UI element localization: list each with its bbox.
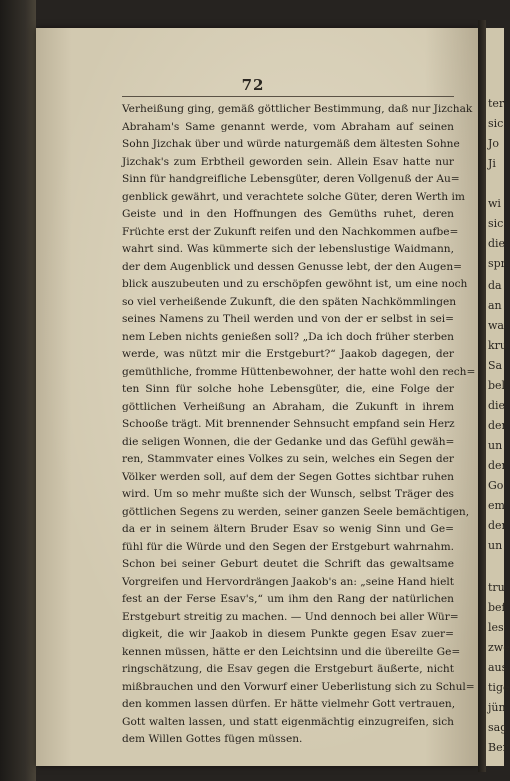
- next-page-fragment: em: [488, 499, 505, 512]
- text-line: Schon bei seiner Geburt deutet die Schrift das gewaltsame: [122, 558, 454, 570]
- text-line: fühl für die Würde und den Segen der Erstgeburt wahrnahm.: [122, 540, 454, 553]
- next-page-fragment: les: [488, 621, 504, 634]
- text-line: göttlichen Segens zu werden, seiner ganzen Seele bemächtigen,: [122, 505, 470, 518]
- text-line: Früchte erst der Zukunft reifen und den Nachkommen aufbe=: [122, 225, 459, 238]
- text-line: nem Leben nichts genießen soll? „Da ich doch früher sterben: [122, 330, 454, 343]
- text-line: fest an der Ferse Esav's,“ um ihm den Rang der natürlichen: [122, 593, 454, 605]
- text-line: Vorgreifen und Hervordrängen Jaakob's an: „seine Hand hielt: [122, 575, 454, 588]
- next-page-fragment: wi: [488, 197, 501, 210]
- text-line: ren, Stammvater eines Volkes zu sein, welches ein Segen der: [122, 453, 454, 465]
- text-line: Jizchak's zum Erbtheil geworden sein. Allein Esav hatte nur: [122, 155, 454, 168]
- text-line: seines Namens zu Theil werden und von der er selbst in sei=: [122, 313, 454, 325]
- text-line: werde, was nützt mir die Erstgeburt?“ Jaakob dagegen, der: [122, 348, 454, 360]
- header-rule: [122, 96, 454, 97]
- next-page-fragment: sag: [488, 721, 508, 734]
- text-line: Sohn Jizchak über und würde naturgemäß dem ältesten Sohne: [122, 138, 460, 150]
- next-page-fragment: tru: [488, 581, 505, 594]
- text-line: dem Willen Gottes fügen müssen.: [122, 733, 303, 745]
- text-line: ringschätzung, die Esav gegen die Erstgeburt äußerte, nicht: [122, 663, 454, 675]
- next-page-fragment: un: [488, 539, 503, 552]
- next-page-fragment: ter: [488, 97, 505, 110]
- text-line: die seligen Wonnen, die der Gedanke und das Gefühl gewäh=: [122, 435, 455, 448]
- next-page-fragment: aus: [488, 661, 508, 674]
- body-text: [122, 101, 476, 749]
- text-line: digkeit, die wir Jaakob in diesem Punkte gegen Esav zuer=: [122, 628, 454, 640]
- text-line: der dem Augenblick und dessen Genusse lebt, der den Augen=: [122, 260, 463, 273]
- next-page-fragment: un: [488, 439, 503, 452]
- next-page-fragment: sic: [488, 217, 504, 230]
- next-page-fragment: kru: [488, 339, 508, 352]
- text-line: ten Sinn für solche hohe Lebensgüter, die, eine Folge der: [122, 383, 454, 395]
- next-page-edge: [486, 28, 510, 766]
- text-line: Geiste und in den Hoffnungen des Gemüths ruhet, deren: [122, 208, 454, 220]
- next-page-fragment: wa: [488, 319, 504, 332]
- text-line: wird. Um so mehr mußte sich der Wunsch, selbst Träger des: [122, 488, 454, 500]
- next-page-fragment: da: [488, 279, 502, 292]
- next-page-fragment: bel: [488, 379, 506, 392]
- next-page-fragment: bef: [488, 601, 506, 614]
- text-line: genblick gewährt, und verachtete solche Güter, deren Werth im: [122, 190, 465, 203]
- page-number: 72: [241, 76, 265, 94]
- next-page-fragment: Go: [488, 479, 504, 492]
- next-page-fragment: der: [488, 419, 507, 432]
- text-line: wahrt sind. Was kümmerte sich der lebenslustige Waidmann,: [122, 243, 454, 255]
- next-page-fragment: zwe: [488, 641, 510, 654]
- text-line: Völker werden soll, auf dem der Segen Gottes sichtbar ruhen: [122, 470, 454, 483]
- text-line: da er in seinem ältern Bruder Esav so wenig Sinn und Ge=: [122, 523, 454, 535]
- next-page-fragment: Ji: [488, 157, 496, 170]
- text-line: mißbrauchen und den Vorwurf einer Ueberlistung sich zu Schul=: [122, 680, 475, 693]
- text-line: Schooße trägt. Mit brennender Sehnsucht empfand sein Herz: [122, 418, 455, 430]
- next-page-fragment: Ber: [488, 741, 508, 754]
- next-page-fragment: tige: [488, 681, 510, 694]
- text-line: Verheißung ging, gemäß göttlicher Bestimmung, daß nur Jizchak: [122, 103, 473, 115]
- text-line: Erstgeburt streitig zu machen. — Und dennoch bei aller Wür=: [122, 610, 459, 623]
- next-page-fragment: jün: [488, 701, 506, 714]
- text-line: Abraham's Same genannt werde, vom Abraham auf seinen: [122, 120, 454, 133]
- book-gutter: [478, 20, 486, 772]
- next-page-fragment: an: [488, 299, 502, 312]
- scan-left-margin: [0, 0, 36, 781]
- text-line: den kommen lassen dürfen. Er hätte vielmehr Gott vertrauen,: [122, 698, 456, 710]
- next-page-fragment: der: [488, 459, 507, 472]
- text-line: Sinn für handgreifliche Lebensgüter, deren Vollgenuß der Au=: [122, 173, 460, 185]
- text-line: Gott walten lassen, und statt eigenmächtig einzugreifen, sich: [122, 715, 454, 728]
- text-line: göttlichen Verheißung an Abraham, die Zukunft in ihrem: [122, 400, 454, 413]
- text-line: gemüthliche, fromme Hüttenbewohner, der hatte wohl den rech=: [122, 365, 476, 378]
- text-line: blick auszubeuten und zu erschöpfen gewöhnt ist, um eine noch: [122, 278, 468, 290]
- text-line: kennen müssen, hätte er den Leichtsinn und die übereilte Ge=: [122, 645, 461, 658]
- next-page-fragment: spr: [488, 257, 506, 270]
- next-page-fragment: der: [488, 519, 507, 532]
- next-page-fragment: die: [488, 399, 506, 412]
- next-page-fragment: Sa: [488, 359, 503, 372]
- next-page-fragment: die: [488, 237, 506, 250]
- next-page-fragment: Jo: [488, 137, 500, 150]
- next-page-fragment: sic: [488, 117, 504, 130]
- text-line: so viel verheißende Zukunft, die den späten Nachkömmlingen: [122, 295, 457, 308]
